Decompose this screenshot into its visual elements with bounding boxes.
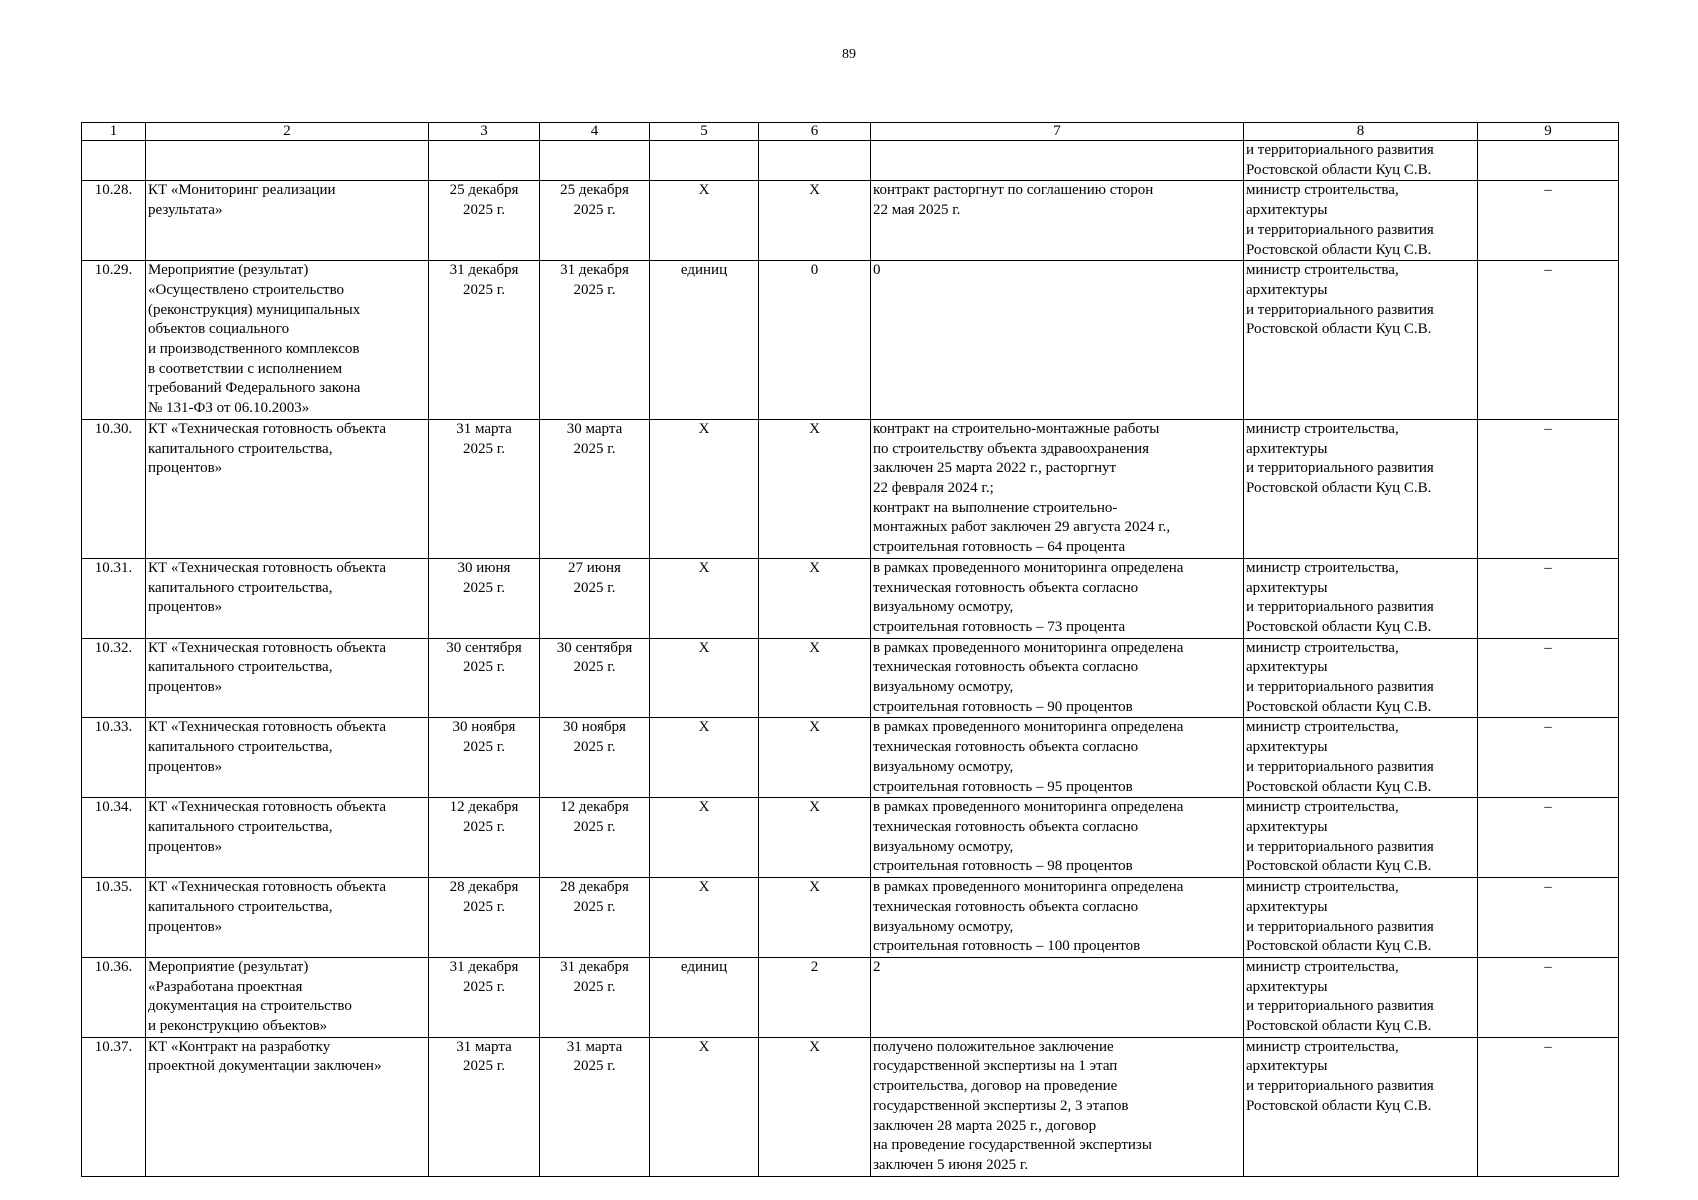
note-cell: – xyxy=(1478,638,1619,718)
row-number-cell: 10.30. xyxy=(82,419,146,558)
fact-date-cell: 30 сентября 2025 г. xyxy=(540,638,650,718)
unit-cell: X xyxy=(650,718,759,798)
table-row xyxy=(82,957,1619,1037)
report-table xyxy=(81,122,1619,1177)
unit-cell: единиц xyxy=(650,261,759,420)
row-number-cell: 10.33. xyxy=(82,718,146,798)
header-row xyxy=(82,123,1619,141)
plan-value-cell: X xyxy=(759,558,871,638)
responsible-person-cell: министр строительства, архитектуры и территориального развития Ростовской области Куц С.В. xyxy=(1244,1037,1478,1176)
unit-cell xyxy=(650,141,759,181)
fact-value-cell: в рамках проведенного мониторинга определена техническая готовность объекта согласно визуальному осмотру, строительная готовность – 90 процентов xyxy=(871,638,1244,718)
responsible-person-cell: министр строительства, архитектуры и территориального развития Ростовской области Куц С.В. xyxy=(1244,181,1478,261)
unit-cell: X xyxy=(650,798,759,878)
unit-cell: X xyxy=(650,878,759,958)
column-header: 5 xyxy=(650,123,759,141)
note-cell: – xyxy=(1478,261,1619,420)
plan-date-cell: 25 декабря 2025 г. xyxy=(429,181,540,261)
plan-value-cell: X xyxy=(759,181,871,261)
fact-value-cell: получено положительное заключение государственной экспертизы на 1 этап строительства, договор на проведение государственной экспертизы 2, 3 этапов заключен 28 марта 2025 г., договор на проведение государственной экспертизы заключен 5 июня 2025 г. xyxy=(871,1037,1244,1176)
column-header: 4 xyxy=(540,123,650,141)
plan-date-cell: 30 июня 2025 г. xyxy=(429,558,540,638)
plan-value-cell: X xyxy=(759,878,871,958)
table-row xyxy=(82,638,1619,718)
responsible-person-cell: министр строительства, архитектуры и территориального развития Ростовской области Куц С.В. xyxy=(1244,878,1478,958)
table-row xyxy=(82,798,1619,878)
note-cell xyxy=(1478,141,1619,181)
row-number-cell: 10.29. xyxy=(82,261,146,420)
table-row xyxy=(82,718,1619,798)
row-number-cell xyxy=(82,141,146,181)
plan-value-cell: X xyxy=(759,419,871,558)
fact-value-cell: в рамках проведенного мониторинга определена техническая готовность объекта согласно визуальному осмотру, строительная готовность – 100 процентов xyxy=(871,878,1244,958)
fact-value-cell: в рамках проведенного мониторинга определена техническая готовность объекта согласно визуальному осмотру, строительная готовность – 98 процентов xyxy=(871,798,1244,878)
table-row xyxy=(82,419,1619,558)
note-cell: – xyxy=(1478,419,1619,558)
note-cell: – xyxy=(1478,957,1619,1037)
note-cell: – xyxy=(1478,878,1619,958)
plan-date-cell: 30 сентября 2025 г. xyxy=(429,638,540,718)
plan-date-cell: 30 ноября 2025 г. xyxy=(429,718,540,798)
note-cell: – xyxy=(1478,718,1619,798)
unit-cell: X xyxy=(650,181,759,261)
column-header: 9 xyxy=(1478,123,1619,141)
fact-date-cell: 28 декабря 2025 г. xyxy=(540,878,650,958)
plan-value-cell xyxy=(759,141,871,181)
plan-value-cell: X xyxy=(759,1037,871,1176)
unit-cell: X xyxy=(650,419,759,558)
fact-value-cell: в рамках проведенного мониторинга определена техническая готовность объекта согласно визуальному осмотру, строительная готовность – 95 процентов xyxy=(871,718,1244,798)
fact-date-cell xyxy=(540,141,650,181)
item-name-cell: КТ «Техническая готовность объекта капитального строительства, процентов» xyxy=(146,718,429,798)
unit-cell: X xyxy=(650,638,759,718)
row-number-cell: 10.37. xyxy=(82,1037,146,1176)
column-header: 6 xyxy=(759,123,871,141)
column-header: 7 xyxy=(871,123,1244,141)
fact-date-cell: 31 декабря 2025 г. xyxy=(540,957,650,1037)
fact-value-cell: 0 xyxy=(871,261,1244,420)
fact-date-cell: 12 декабря 2025 г. xyxy=(540,798,650,878)
row-number-cell: 10.31. xyxy=(82,558,146,638)
plan-date-cell: 31 декабря 2025 г. xyxy=(429,261,540,420)
unit-cell: X xyxy=(650,1037,759,1176)
plan-value-cell: X xyxy=(759,798,871,878)
note-cell: – xyxy=(1478,798,1619,878)
plan-date-cell: 12 декабря 2025 г. xyxy=(429,798,540,878)
fact-date-cell: 27 июня 2025 г. xyxy=(540,558,650,638)
plan-value-cell: 2 xyxy=(759,957,871,1037)
item-name-cell: КТ «Техническая готовность объекта капитального строительства, процентов» xyxy=(146,419,429,558)
item-name-cell: Мероприятие (результат) «Разработана проектная документация на строительство и реконструкцию объектов» xyxy=(146,957,429,1037)
unit-cell: X xyxy=(650,558,759,638)
item-name-cell xyxy=(146,141,429,181)
table-row xyxy=(82,181,1619,261)
responsible-person-cell: министр строительства, архитектуры и территориального развития Ростовской области Куц С.В. xyxy=(1244,419,1478,558)
item-name-cell: КТ «Техническая готовность объекта капитального строительства, процентов» xyxy=(146,798,429,878)
item-name-cell: КТ «Техническая готовность объекта капитального строительства, процентов» xyxy=(146,638,429,718)
row-number-cell: 10.35. xyxy=(82,878,146,958)
column-header: 1 xyxy=(82,123,146,141)
fact-date-cell: 30 марта 2025 г. xyxy=(540,419,650,558)
fact-date-cell: 25 декабря 2025 г. xyxy=(540,181,650,261)
plan-value-cell: 0 xyxy=(759,261,871,420)
fact-date-cell: 30 ноября 2025 г. xyxy=(540,718,650,798)
column-header: 8 xyxy=(1244,123,1478,141)
table-row xyxy=(82,261,1619,420)
page-number: 89 xyxy=(842,47,856,62)
row-number-cell: 10.28. xyxy=(82,181,146,261)
responsible-person-cell: и территориального развития Ростовской области Куц С.В. xyxy=(1244,141,1478,181)
responsible-person-cell: министр строительства, архитектуры и территориального развития Ростовской области Куц С.В. xyxy=(1244,638,1478,718)
plan-date-cell: 31 декабря 2025 г. xyxy=(429,957,540,1037)
item-name-cell: Мероприятие (результат) «Осуществлено строительство (реконструкция) муниципальных объектов социального и производственного комплексов в соответствии с исполнением требований Федерального закона № 131-ФЗ от 06.10.2003» xyxy=(146,261,429,420)
plan-date-cell: 28 декабря 2025 г. xyxy=(429,878,540,958)
fact-value-cell: контракт расторгнут по соглашению сторон 22 мая 2025 г. xyxy=(871,181,1244,261)
column-header: 2 xyxy=(146,123,429,141)
note-cell: – xyxy=(1478,1037,1619,1176)
item-name-cell: КТ «Контракт на разработку проектной документации заключен» xyxy=(146,1037,429,1176)
row-number-cell: 10.36. xyxy=(82,957,146,1037)
table-row xyxy=(82,141,1619,181)
responsible-person-cell: министр строительства, архитектуры и территориального развития Ростовской области Куц С.В. xyxy=(1244,718,1478,798)
table-row xyxy=(82,558,1619,638)
fact-value-cell xyxy=(871,141,1244,181)
item-name-cell: КТ «Техническая готовность объекта капитального строительства, процентов» xyxy=(146,878,429,958)
responsible-person-cell: министр строительства, архитектуры и территориального развития Ростовской области Куц С.В. xyxy=(1244,558,1478,638)
plan-date-cell: 31 марта 2025 г. xyxy=(429,1037,540,1176)
responsible-person-cell: министр строительства, архитектуры и территориального развития Ростовской области Куц С.В. xyxy=(1244,261,1478,420)
fact-date-cell: 31 марта 2025 г. xyxy=(540,1037,650,1176)
fact-value-cell: в рамках проведенного мониторинга определена техническая готовность объекта согласно визуальному осмотру, строительная готовность – 73 процента xyxy=(871,558,1244,638)
unit-cell: единиц xyxy=(650,957,759,1037)
column-header: 3 xyxy=(429,123,540,141)
fact-date-cell: 31 декабря 2025 г. xyxy=(540,261,650,420)
responsible-person-cell: министр строительства, архитектуры и территориального развития Ростовской области Куц С.В. xyxy=(1244,798,1478,878)
note-cell: – xyxy=(1478,558,1619,638)
note-cell: – xyxy=(1478,181,1619,261)
table-row xyxy=(82,878,1619,958)
fact-value-cell: 2 xyxy=(871,957,1244,1037)
table-row xyxy=(82,1037,1619,1176)
fact-value-cell: контракт на строительно-монтажные работы по строительству объекта здравоохранения заключен 25 марта 2022 г., расторгнут 22 февраля 2024 г.; контракт на выполнение строительно- монтажных работ заключен 29 августа 2024 г., строительная готовность – 64 процента xyxy=(871,419,1244,558)
plan-value-cell: X xyxy=(759,718,871,798)
plan-date-cell xyxy=(429,141,540,181)
table-body xyxy=(82,141,1619,1177)
plan-date-cell: 31 марта 2025 г. xyxy=(429,419,540,558)
row-number-cell: 10.32. xyxy=(82,638,146,718)
row-number-cell: 10.34. xyxy=(82,798,146,878)
plan-value-cell: X xyxy=(759,638,871,718)
item-name-cell: КТ «Техническая готовность объекта капитального строительства, процентов» xyxy=(146,558,429,638)
item-name-cell: КТ «Мониторинг реализации результата» xyxy=(146,181,429,261)
responsible-person-cell: министр строительства, архитектуры и территориального развития Ростовской области Куц С.В. xyxy=(1244,957,1478,1037)
